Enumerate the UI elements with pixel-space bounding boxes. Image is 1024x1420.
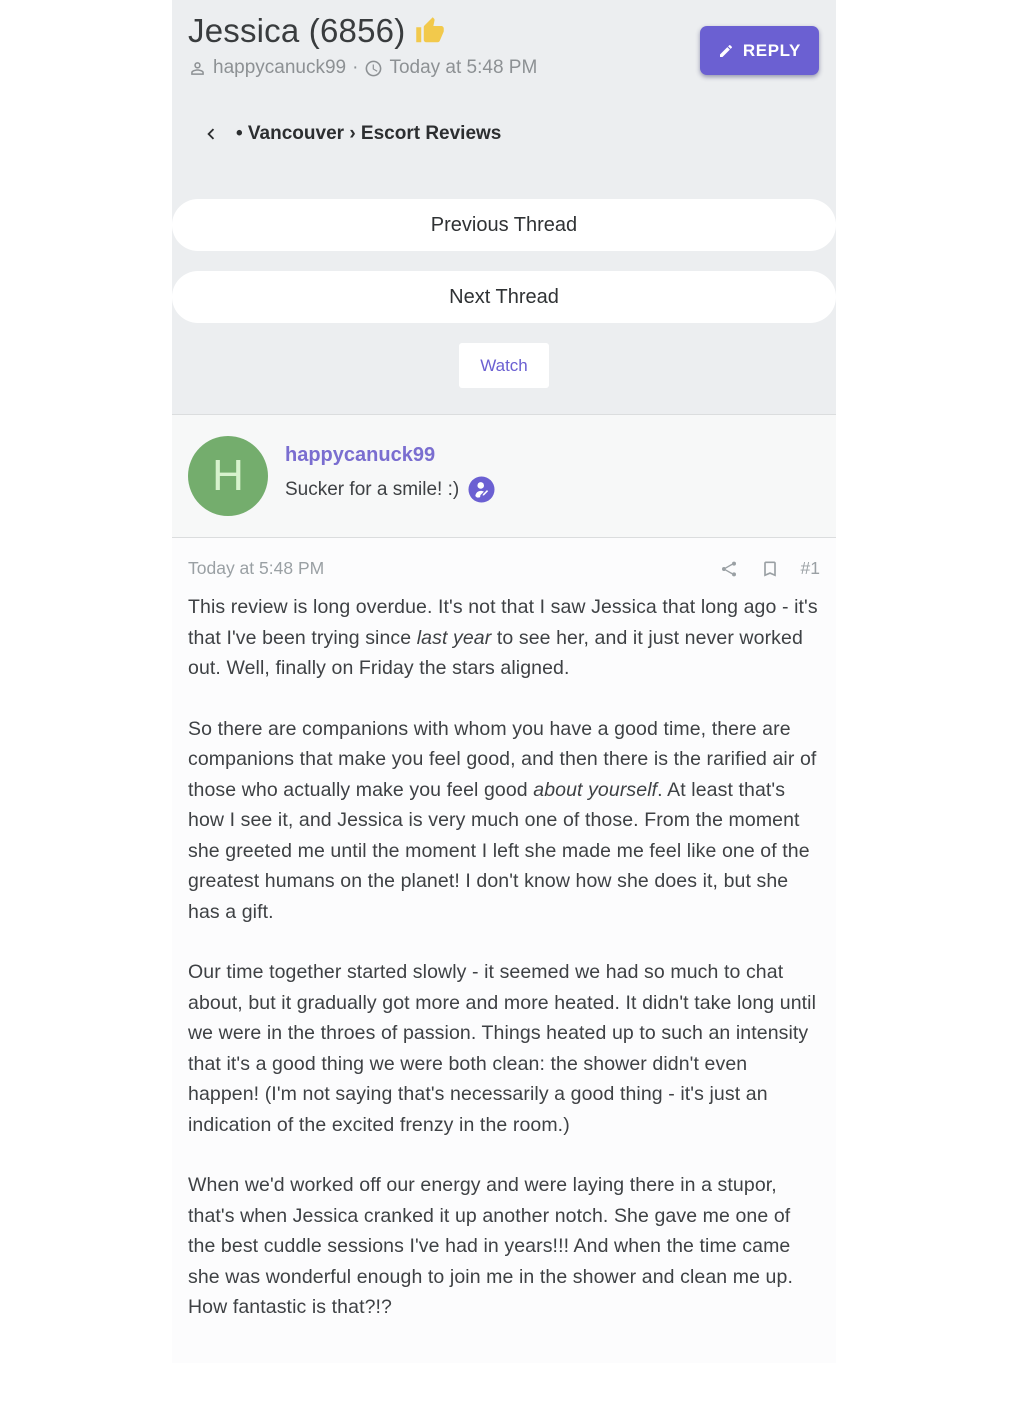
post-paragraph: This review is long overdue. It's not that I saw Jessica that long ago - it's that I've been trying since last year to see her, and it just never worked out. Well, finally on Friday the stars aligned.	[188, 596, 818, 679]
clock-icon	[364, 59, 383, 78]
previous-thread-button[interactable]: Previous Thread	[172, 199, 836, 251]
tagline-row	[285, 476, 495, 503]
post-paragraph: So there are companions with whom you have a good time, there are companions that make you feel good, and then there is the rarified air of those who actually make you feel good about yourself. At least that's how I see it, and Jessica is very much one of those. From the moment she greeted me until the moment I left she made me feel like one of the greatest humans on the planet! I don't know how she does it, but she has a gift.	[188, 717, 817, 923]
bookmark-icon[interactable]	[760, 559, 780, 579]
share-icon[interactable]	[719, 559, 739, 579]
post-number-link[interactable]: #1	[800, 558, 820, 578]
next-thread-button[interactable]: Next Thread	[172, 271, 836, 323]
thread-column	[172, 0, 836, 1420]
post-timestamp: Today at 5:48 PM	[188, 558, 325, 578]
meta-separator: ·	[352, 57, 359, 78]
user-card	[172, 414, 836, 538]
author-name: happycanuck99	[213, 57, 347, 78]
breadcrumb-label[interactable]: • Vancouver › Escort Reviews	[236, 123, 502, 144]
page-title	[188, 12, 537, 50]
watch-button[interactable]: Watch	[459, 343, 549, 388]
user-info	[285, 436, 495, 503]
title-row	[172, 0, 836, 79]
person-icon	[188, 59, 207, 78]
thread-timestamp: Today at 5:48 PM	[389, 57, 538, 78]
avatar[interactable]: H	[188, 436, 268, 516]
post-actions	[719, 558, 820, 579]
post-meta	[188, 538, 820, 579]
author-line	[188, 57, 537, 79]
pencil-icon	[718, 43, 734, 59]
post-body	[188, 592, 820, 1323]
breadcrumb[interactable]	[172, 123, 836, 145]
user-tagline: Sucker for a smile! :)	[285, 478, 460, 500]
username-link[interactable]: happycanuck99	[285, 444, 436, 466]
post	[172, 538, 836, 1363]
reply-button[interactable]	[700, 26, 819, 75]
post-paragraph: When we'd worked off our energy and were laying there in a stupor, that's when Jessica cranked it up another notch. She gave me one of the best cuddle sessions I've had in years!!! And when the time came she was wonderful enough to join me in the shower and clean me up. How fantastic is that?!?	[188, 1174, 793, 1318]
reply-button-label: REPLY	[742, 40, 801, 60]
chevron-left-icon[interactable]	[200, 123, 222, 145]
user-edit-badge-icon	[468, 476, 495, 503]
thread-title-text: Jessica (6856)	[188, 12, 406, 49]
thread-header	[172, 0, 836, 414]
post-paragraph: Our time together started slowly - it seemed we had so much to chat about, but it gradually got more and more heated. It didn't take long until we were in the throes of passion. Things heated up to such an intensity that it's a good thing we were both clean: the shower didn't even happen! (I'm not saying that's necessarily a good thing - it's just an indication of the excited frenzy in the room.)	[188, 961, 817, 1136]
watch-wrap	[172, 343, 836, 388]
thumbs-up-emoji	[415, 16, 445, 46]
title-block	[188, 12, 537, 79]
